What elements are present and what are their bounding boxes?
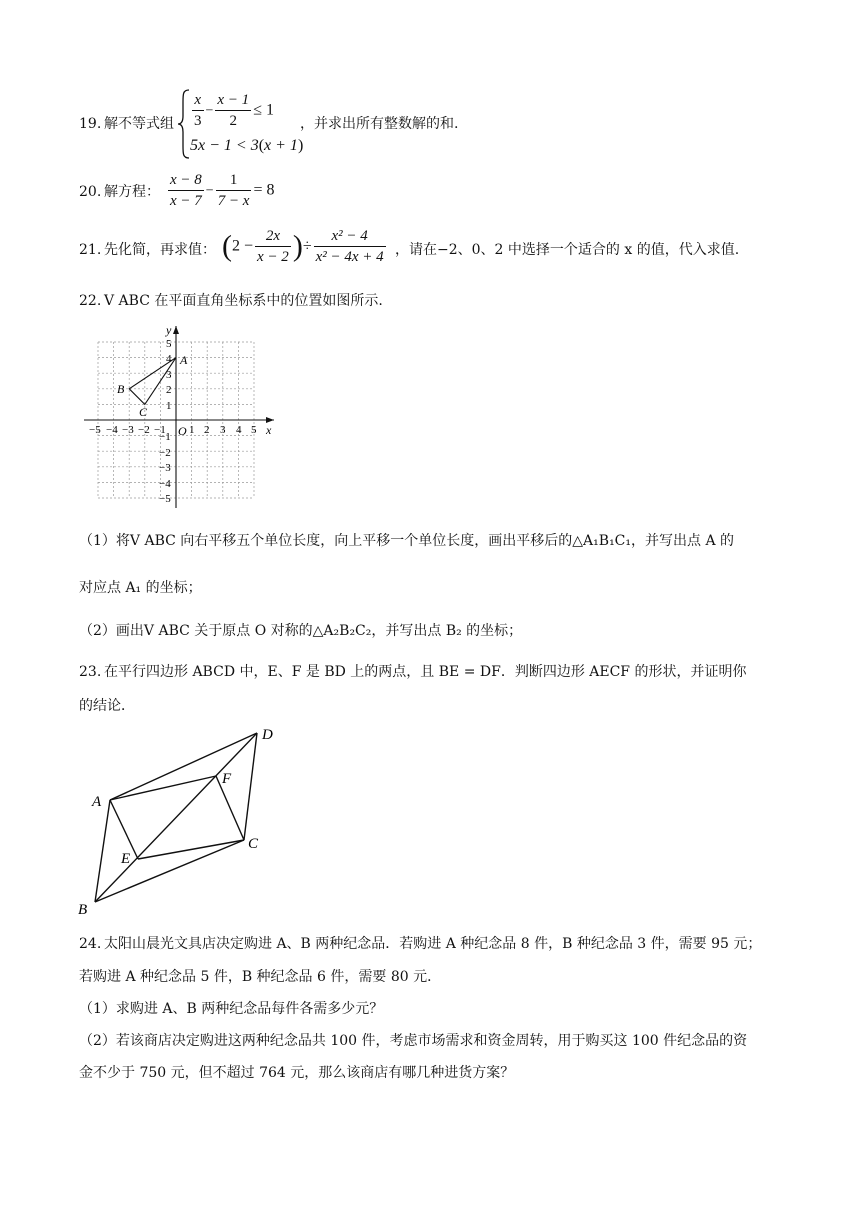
vertex-a-label: A [92, 794, 102, 810]
y-tick-3: 3 [166, 369, 172, 381]
q24-text-a: 太阳山晨光文具店决定购进 A、B 两种纪念品．若购进 A 种纪念品 8 件，B 种纪念品 3 件，需要 95 元； [104, 936, 762, 952]
q24-part1: （1）求购进 A、B 两种纪念品每件各需多少元？ [79, 1001, 384, 1017]
point-f-label: F [222, 771, 232, 787]
q23-text-b: 的结论． [79, 698, 135, 714]
q21-lead: 先化简，再求值： [104, 242, 216, 258]
q24-part2-a: （2）若该商店决定购进这两种纪念品共 100 件，考虑市场需求和资金周转，用于购买这 100 件纪念品的资 [79, 1033, 748, 1049]
q21-frac-1: $\frac{2x}{x - 2}$ [257, 228, 289, 265]
y-tick-1: 1 [166, 400, 172, 412]
q19-frac-a: $\frac{x}{3}$ [194, 92, 202, 129]
y-tick-neg5: −5 [159, 493, 171, 505]
q21-number: 21. [79, 242, 102, 258]
y-tick-neg1: −1 [159, 431, 171, 443]
q24-number: 24. [79, 936, 102, 952]
q22-part1-a: （1）将V ABC 向右平移五个单位长度，向上平移一个单位长度，画出平移后的△A₁B₁C₁，并写出点 A 的 [79, 533, 735, 549]
y-axis-label: y [166, 323, 172, 337]
origin-label: O [178, 424, 187, 438]
point-e-label: E [121, 851, 131, 867]
point-c-label: C [139, 405, 148, 419]
x-tick-1: 1 [189, 424, 195, 436]
vertex-d-label: D [262, 727, 273, 743]
q19-tail: ，并求出所有整数解的和. [300, 116, 459, 132]
q20-frac-2: $\frac{1}{7 - x}$ [217, 172, 250, 209]
y-tick-2: 2 [166, 384, 172, 396]
y-tick-labels [159, 338, 172, 505]
coordinate-grid-figure [80, 322, 280, 512]
y-tick-4: 4 [166, 353, 172, 365]
q22-part1-b: 对应点 A₁ 的坐标； [79, 580, 202, 596]
q22-number: 22. [79, 293, 102, 309]
x-tick-neg5: −5 [89, 424, 101, 436]
x-axis-label: x [266, 423, 272, 437]
x-tick-3: 3 [220, 424, 226, 436]
parallelogram-figure [70, 720, 290, 920]
q19-number: 19. [79, 116, 102, 132]
q21-tail: ，请在−2、0、2 中选择一个适合的 x 的值，代入求值. [395, 242, 740, 258]
y-axis-arrow-icon [173, 326, 179, 334]
parallelogram-lines [95, 733, 257, 902]
x-tick-labels [89, 424, 257, 436]
q23-number: 23. [79, 664, 102, 680]
x-tick-neg3: −3 [122, 424, 134, 436]
x-tick-5: 5 [251, 424, 257, 436]
x-tick-neg1: −1 [154, 424, 166, 436]
q22-part2: （2）画出V ABC 关于原点 O 对称的△A₂B₂C₂，并写出点 B₂ 的坐标； [79, 623, 523, 639]
q24-text-b: 若购进 A 种纪念品 5 件，B 种纪念品 6 件，需要 80 元． [79, 969, 442, 985]
q20-number: 20. [79, 184, 102, 200]
q24-part2-b: 金不少于 750 元，但不超过 764 元，那么该商店有哪几种进货方案？ [79, 1065, 515, 1081]
point-b-label: B [117, 382, 125, 396]
x-tick-neg4: −4 [106, 424, 118, 436]
y-tick-neg2: −2 [159, 447, 171, 459]
q20-lead: 解方程： [104, 184, 160, 200]
vertex-c-label: C [248, 836, 259, 852]
y-tick-5: 5 [166, 338, 172, 350]
q19-ineq2: 5x − 1 < 3(x + 1) [190, 137, 304, 154]
q21-expression: (2 − $\frac{2x}{x - 2}$ )÷ $\frac{\text{x² − 4}}{\text{x² − 4x + 4}}$ [222, 228, 384, 265]
q21-frac-2: $\frac{\text{x² − 4}}{\text{x² − 4x + 4}}$ [315, 228, 384, 265]
x-tick-neg2: −2 [138, 424, 150, 436]
q22-text: V ABC 在平面直角坐标系中的位置如图所示. [104, 293, 383, 309]
vertex-b-label: B [78, 902, 88, 918]
q19-ineq1: $\frac{x}{3}$ − $\frac{x - 1}{2}$ ≤ 1 [194, 92, 274, 129]
y-tick-neg4: −4 [159, 478, 171, 490]
point-a-label: A [180, 353, 188, 367]
q23-text-a: 在平行四边形 ABCD 中，E、F 是 BD 上的两点，且 BE = DF．判断四边形 AECF 的形状，并证明你 [104, 664, 747, 680]
x-tick-4: 4 [236, 424, 242, 436]
q20-equation: $\frac{x - 8}{x - 7}$ − $\frac{1}{7 - x}$ = 8 [170, 172, 275, 209]
q19-lead: 解不等式组 [104, 116, 174, 132]
q20-frac-1: $\frac{x - 8}{x - 7}$ [170, 172, 202, 209]
x-tick-2: 2 [204, 424, 210, 436]
q19-frac-b: $\frac{x - 1}{2}$ [217, 92, 250, 129]
y-tick-neg3: −3 [159, 462, 171, 474]
